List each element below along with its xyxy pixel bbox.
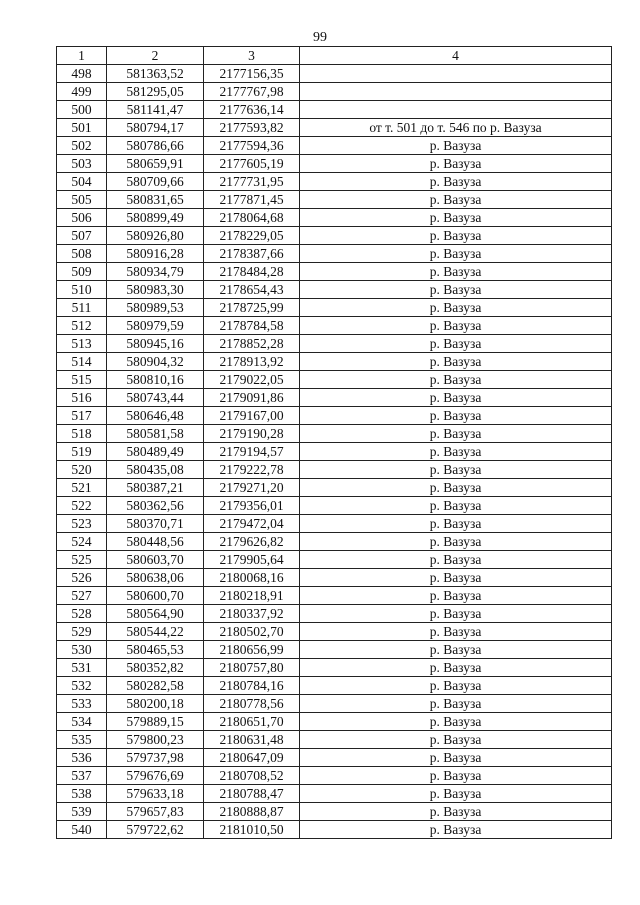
cell-y-coordinate: 2180888,87 [204, 803, 300, 821]
table-row [57, 749, 612, 767]
cell-point-number: 508 [57, 245, 107, 263]
cell-y-coordinate: 2180778,56 [204, 695, 300, 713]
cell-x-coordinate: 580794,17 [107, 119, 204, 137]
table-row [57, 173, 612, 191]
cell-x-coordinate: 580603,70 [107, 551, 204, 569]
cell-x-coordinate: 580489,49 [107, 443, 204, 461]
cell-y-coordinate: 2179190,28 [204, 425, 300, 443]
cell-description [300, 83, 612, 101]
cell-x-coordinate: 580916,28 [107, 245, 204, 263]
cell-point-number: 509 [57, 263, 107, 281]
cell-x-coordinate: 579657,83 [107, 803, 204, 821]
cell-point-number: 525 [57, 551, 107, 569]
cell-point-number: 513 [57, 335, 107, 353]
cell-y-coordinate: 2177594,36 [204, 137, 300, 155]
cell-point-number: 503 [57, 155, 107, 173]
cell-description [300, 65, 612, 83]
cell-point-number: 536 [57, 749, 107, 767]
cell-y-coordinate: 2180337,92 [204, 605, 300, 623]
cell-description: р. Вазуза [300, 263, 612, 281]
cell-description: р. Вазуза [300, 515, 612, 533]
cell-y-coordinate: 2178229,05 [204, 227, 300, 245]
cell-x-coordinate: 581141,47 [107, 101, 204, 119]
page-number: 99 [313, 30, 327, 45]
cell-description: р. Вазуза [300, 677, 612, 695]
cell-x-coordinate: 579889,15 [107, 713, 204, 731]
cell-y-coordinate: 2178784,58 [204, 317, 300, 335]
cell-description: р. Вазуза [300, 209, 612, 227]
cell-y-coordinate: 2177731,95 [204, 173, 300, 191]
cell-y-coordinate: 2177767,98 [204, 83, 300, 101]
cell-y-coordinate: 2179271,20 [204, 479, 300, 497]
cell-description: р. Вазуза [300, 407, 612, 425]
cell-description: р. Вазуза [300, 443, 612, 461]
cell-y-coordinate: 2180647,09 [204, 749, 300, 767]
table-row [57, 191, 612, 209]
cell-x-coordinate: 580581,58 [107, 425, 204, 443]
cell-point-number: 523 [57, 515, 107, 533]
cell-point-number: 500 [57, 101, 107, 119]
cell-point-number: 510 [57, 281, 107, 299]
cell-x-coordinate: 580200,18 [107, 695, 204, 713]
cell-point-number: 511 [57, 299, 107, 317]
table-row [57, 209, 612, 227]
cell-y-coordinate: 2178725,99 [204, 299, 300, 317]
cell-description: р. Вазуза [300, 353, 612, 371]
cell-y-coordinate: 2180708,52 [204, 767, 300, 785]
table-header-row [57, 47, 612, 65]
table-row [57, 515, 612, 533]
cell-description: р. Вазуза [300, 731, 612, 749]
cell-point-number: 499 [57, 83, 107, 101]
table-row [57, 569, 612, 587]
table-row [57, 605, 612, 623]
cell-point-number: 539 [57, 803, 107, 821]
cell-description: р. Вазуза [300, 173, 612, 191]
cell-y-coordinate: 2180788,47 [204, 785, 300, 803]
table-row [57, 263, 612, 281]
cell-description: р. Вазуза [300, 155, 612, 173]
cell-y-coordinate: 2179022,05 [204, 371, 300, 389]
table-row [57, 281, 612, 299]
cell-description: р. Вазуза [300, 551, 612, 569]
cell-y-coordinate: 2177871,45 [204, 191, 300, 209]
cell-x-coordinate: 580544,22 [107, 623, 204, 641]
cell-x-coordinate: 580743,44 [107, 389, 204, 407]
cell-x-coordinate: 580831,65 [107, 191, 204, 209]
cell-y-coordinate: 2178913,92 [204, 353, 300, 371]
cell-point-number: 528 [57, 605, 107, 623]
cell-point-number: 518 [57, 425, 107, 443]
cell-point-number: 535 [57, 731, 107, 749]
cell-description [300, 101, 612, 119]
cell-x-coordinate: 580600,70 [107, 587, 204, 605]
cell-x-coordinate: 580465,53 [107, 641, 204, 659]
table-row [57, 659, 612, 677]
cell-x-coordinate: 580934,79 [107, 263, 204, 281]
cell-x-coordinate: 581295,05 [107, 83, 204, 101]
cell-x-coordinate: 580638,06 [107, 569, 204, 587]
cell-x-coordinate: 580448,56 [107, 533, 204, 551]
table-row [57, 587, 612, 605]
cell-description: р. Вазуза [300, 245, 612, 263]
cell-point-number: 521 [57, 479, 107, 497]
column-header-y-coordinate: 3 [204, 47, 300, 65]
table-row [57, 407, 612, 425]
cell-description: р. Вазуза [300, 317, 612, 335]
table-row [57, 623, 612, 641]
cell-y-coordinate: 2179091,86 [204, 389, 300, 407]
table-row [57, 803, 612, 821]
cell-x-coordinate: 580945,16 [107, 335, 204, 353]
cell-point-number: 533 [57, 695, 107, 713]
cell-point-number: 534 [57, 713, 107, 731]
column-header-x-coordinate: 2 [107, 47, 204, 65]
table-row [57, 353, 612, 371]
cell-point-number: 526 [57, 569, 107, 587]
cell-y-coordinate: 2180757,80 [204, 659, 300, 677]
cell-x-coordinate: 579722,62 [107, 821, 204, 839]
cell-point-number: 507 [57, 227, 107, 245]
cell-y-coordinate: 2180656,99 [204, 641, 300, 659]
cell-point-number: 531 [57, 659, 107, 677]
cell-x-coordinate: 580352,82 [107, 659, 204, 677]
cell-point-number: 514 [57, 353, 107, 371]
cell-point-number: 524 [57, 533, 107, 551]
column-header-point-number: 1 [57, 47, 107, 65]
cell-description: р. Вазуза [300, 425, 612, 443]
cell-point-number: 520 [57, 461, 107, 479]
cell-description: р. Вазуза [300, 641, 612, 659]
cell-x-coordinate: 580387,21 [107, 479, 204, 497]
cell-x-coordinate: 580904,32 [107, 353, 204, 371]
cell-point-number: 538 [57, 785, 107, 803]
cell-y-coordinate: 2180218,91 [204, 587, 300, 605]
table-row [57, 335, 612, 353]
cell-y-coordinate: 2178654,43 [204, 281, 300, 299]
cell-description: р. Вазуза [300, 587, 612, 605]
cell-x-coordinate: 580979,59 [107, 317, 204, 335]
table-row [57, 533, 612, 551]
cell-point-number: 530 [57, 641, 107, 659]
table-row [57, 317, 612, 335]
cell-y-coordinate: 2179626,82 [204, 533, 300, 551]
cell-point-number: 504 [57, 173, 107, 191]
cell-x-coordinate: 580646,48 [107, 407, 204, 425]
cell-y-coordinate: 2177156,35 [204, 65, 300, 83]
table-row [57, 299, 612, 317]
cell-x-coordinate: 580659,91 [107, 155, 204, 173]
table-row [57, 821, 612, 839]
cell-description: р. Вазуза [300, 191, 612, 209]
table-row [57, 461, 612, 479]
cell-description: р. Вазуза [300, 767, 612, 785]
cell-point-number: 517 [57, 407, 107, 425]
cell-x-coordinate: 580370,71 [107, 515, 204, 533]
cell-description: р. Вазуза [300, 497, 612, 515]
cell-y-coordinate: 2181010,50 [204, 821, 300, 839]
cell-y-coordinate: 2180784,16 [204, 677, 300, 695]
table-row [57, 731, 612, 749]
cell-point-number: 516 [57, 389, 107, 407]
cell-y-coordinate: 2180631,48 [204, 731, 300, 749]
table-row [57, 695, 612, 713]
table-row [57, 389, 612, 407]
cell-description: р. Вазуза [300, 281, 612, 299]
table-row [57, 83, 612, 101]
cell-x-coordinate: 580564,90 [107, 605, 204, 623]
cell-x-coordinate: 580983,30 [107, 281, 204, 299]
cell-description: р. Вазуза [300, 821, 612, 839]
cell-description: р. Вазуза [300, 695, 612, 713]
cell-y-coordinate: 2178484,28 [204, 263, 300, 281]
cell-description: р. Вазуза [300, 533, 612, 551]
cell-y-coordinate: 2177605,19 [204, 155, 300, 173]
table-row [57, 155, 612, 173]
cell-point-number: 519 [57, 443, 107, 461]
cell-x-coordinate: 579633,18 [107, 785, 204, 803]
table-row [57, 641, 612, 659]
cell-description: р. Вазуза [300, 659, 612, 677]
cell-x-coordinate: 580786,66 [107, 137, 204, 155]
cell-point-number: 502 [57, 137, 107, 155]
cell-y-coordinate: 2180502,70 [204, 623, 300, 641]
cell-y-coordinate: 2179222,78 [204, 461, 300, 479]
table-row [57, 479, 612, 497]
cell-point-number: 540 [57, 821, 107, 839]
cell-description: р. Вазуза [300, 713, 612, 731]
cell-description: р. Вазуза [300, 803, 612, 821]
cell-x-coordinate: 579800,23 [107, 731, 204, 749]
cell-y-coordinate: 2178387,66 [204, 245, 300, 263]
table-row [57, 425, 612, 443]
cell-point-number: 506 [57, 209, 107, 227]
cell-point-number: 532 [57, 677, 107, 695]
cell-point-number: 498 [57, 65, 107, 83]
table-row [57, 443, 612, 461]
cell-point-number: 501 [57, 119, 107, 137]
cell-description: р. Вазуза [300, 569, 612, 587]
cell-x-coordinate: 580282,58 [107, 677, 204, 695]
cell-description: р. Вазуза [300, 227, 612, 245]
column-header-description: 4 [300, 47, 612, 65]
cell-description: р. Вазуза [300, 137, 612, 155]
cell-y-coordinate: 2178852,28 [204, 335, 300, 353]
cell-y-coordinate: 2178064,68 [204, 209, 300, 227]
cell-description: р. Вазуза [300, 335, 612, 353]
cell-description: от т. 501 до т. 546 по р. Вазуза [300, 119, 612, 137]
cell-x-coordinate: 580926,80 [107, 227, 204, 245]
table-row [57, 767, 612, 785]
cell-y-coordinate: 2180651,70 [204, 713, 300, 731]
cell-point-number: 515 [57, 371, 107, 389]
table-row [57, 119, 612, 137]
table-row [57, 551, 612, 569]
table-row [57, 65, 612, 83]
cell-x-coordinate: 580810,16 [107, 371, 204, 389]
cell-description: р. Вазуза [300, 749, 612, 767]
cell-y-coordinate: 2179194,57 [204, 443, 300, 461]
cell-x-coordinate: 581363,52 [107, 65, 204, 83]
table-row [57, 137, 612, 155]
cell-description: р. Вазуза [300, 785, 612, 803]
cell-y-coordinate: 2179167,00 [204, 407, 300, 425]
cell-point-number: 522 [57, 497, 107, 515]
cell-y-coordinate: 2179356,01 [204, 497, 300, 515]
table-row [57, 371, 612, 389]
cell-description: р. Вазуза [300, 389, 612, 407]
cell-description: р. Вазуза [300, 371, 612, 389]
cell-x-coordinate: 580362,56 [107, 497, 204, 515]
cell-point-number: 527 [57, 587, 107, 605]
table-row [57, 101, 612, 119]
table-body [57, 65, 612, 839]
cell-point-number: 512 [57, 317, 107, 335]
table-row [57, 713, 612, 731]
table-row [57, 245, 612, 263]
coordinates-table [56, 46, 612, 839]
table-row [57, 497, 612, 515]
cell-x-coordinate: 580899,49 [107, 209, 204, 227]
cell-y-coordinate: 2179905,64 [204, 551, 300, 569]
cell-description: р. Вазуза [300, 299, 612, 317]
table-row [57, 677, 612, 695]
cell-y-coordinate: 2177636,14 [204, 101, 300, 119]
table-row [57, 785, 612, 803]
cell-x-coordinate: 579676,69 [107, 767, 204, 785]
cell-y-coordinate: 2179472,04 [204, 515, 300, 533]
cell-description: р. Вазуза [300, 623, 612, 641]
cell-point-number: 505 [57, 191, 107, 209]
cell-point-number: 537 [57, 767, 107, 785]
table-row [57, 227, 612, 245]
cell-x-coordinate: 579737,98 [107, 749, 204, 767]
cell-x-coordinate: 580989,53 [107, 299, 204, 317]
cell-x-coordinate: 580709,66 [107, 173, 204, 191]
cell-description: р. Вазуза [300, 605, 612, 623]
cell-description: р. Вазуза [300, 479, 612, 497]
cell-y-coordinate: 2180068,16 [204, 569, 300, 587]
cell-y-coordinate: 2177593,82 [204, 119, 300, 137]
cell-description: р. Вазуза [300, 461, 612, 479]
cell-point-number: 529 [57, 623, 107, 641]
cell-x-coordinate: 580435,08 [107, 461, 204, 479]
